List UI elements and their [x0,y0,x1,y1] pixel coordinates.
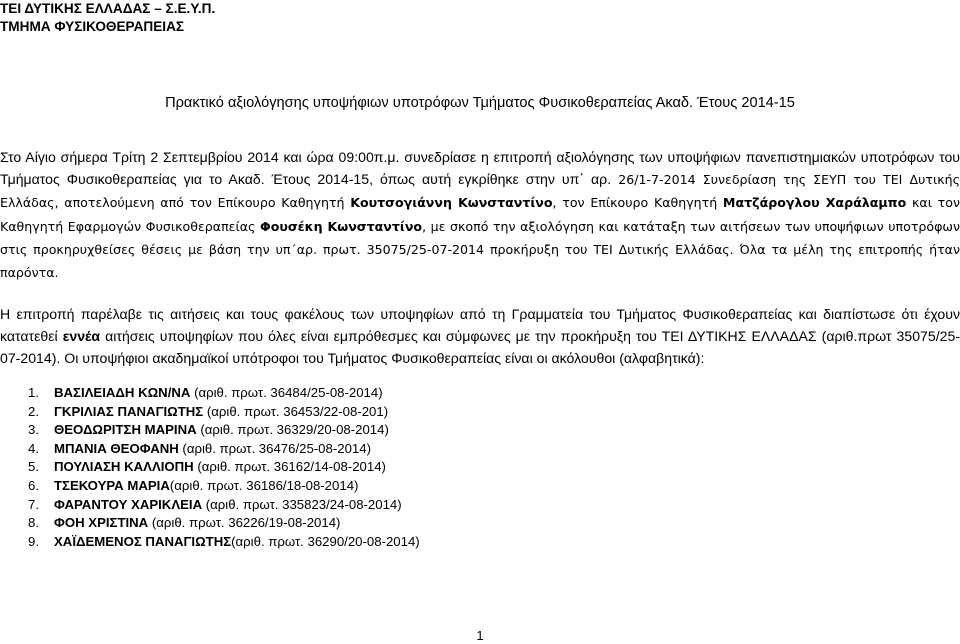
candidate-reference: (αριθ. πρωτ. 36484/25-08-2014) [190,385,383,400]
header-institution: ΤΕΙ ΔΥΤΙΚΗΣ ΕΛΛΑΔΑΣ – Σ.Ε.Υ.Π. [0,1,216,16]
list-item [28,421,420,440]
list-number: 8. [28,515,39,531]
paragraph-session-intro: Στο Αίγιο σήμερα Τρίτη 2 Σεπτεμβρίου 2014 και ώρα 09:00π.μ. συνεδρίασε η επιτροπή αξιολόγησης των υποψήφιων πανεπιστημιακών υποτρόφων του Τμήματος Φυσικοθεραπείας για το Ακαδ. Έτους 2014-15, όπως αυτή εγκρίθηκε στην υπ΄ αρ. [0,149,960,188]
candidate-reference: (αριθ. πρωτ. 36162/14-08-2014) [193,459,386,475]
list-item [28,533,420,552]
candidate-reference: (αριθ. πρωτ. 36476/25-08-2014) [178,440,371,456]
candidate-name: ΦΑΡΑΝΤΟΥ ΧΑΡΙΚΛΕΙΑ [54,496,203,512]
paragraph-applications [0,303,960,370]
paragraph-session-text-2: , τον Επίκουρο Καθηγητή [552,195,723,211]
candidate-name: ΜΠΑΝΙΑ ΘΕΟΦΑΝΗ [54,440,179,456]
candidate-name: ΧΑΪΔΕΜΕΝΟΣ ΠΑΝΑΓΙΩΤΗΣ [54,533,232,549]
list-number: 4. [28,440,39,456]
committee-member-2: Ματζάρογλου Χαράλαμπο [722,195,907,211]
candidate-name: ΘΕΟΔΩΡΙΤΣΗ ΜΑΡΙΝΑ [54,422,197,438]
list-item [28,496,420,515]
candidate-reference: (αριθ. πρωτ. 36186/18-08-2014) [169,477,359,493]
list-item [28,477,420,496]
candidate-reference: (αριθ. πρωτ. 36290/20-08-2014) [231,533,420,549]
header-department: ΤΜΗΜΑ ΦΥΣΙΚΟΘΕΡΑΠΕΙΑΣ [0,19,185,34]
paragraph-applications-text-2: αιτήσεις υποψηφίων που όλες είναι εμπρόθεσμες και σύμφωνες με την προκήρυξη του ΤΕΙ ΔΥΤΙΚΗΣ ΕΛΛΑΔΑΣ (αριθ.πρωτ 35075/25-07-2014). Οι υποψήφιοι ακαδημαϊκοί υπότροφοι του Τμήματος Φυσικοθεραπείας είναι οι ακόλουθοι (αλφαβητικά): [0,328,960,367]
paragraph-applications-text-1: Η επιτροπή παρέλαβε τις αιτήσεις και τους φακέλους των υποψηφίων από τη Γραμματεία του Τμήματος Φυσικοθεραπείας και διαπίστωσε ότι έχουν κατατεθεί [0,306,960,345]
page-number: 1 [476,628,484,643]
candidate-name: ΦΟΗ ΧΡΙΣΤΙΝΑ [54,515,149,531]
list-item [28,458,420,477]
committee-member-1: Κουτσογιάννη Κωνσταντίνο [350,195,553,211]
candidate-reference: (αριθ. πρωτ. 36453/22-08-201) [203,403,389,419]
list-number: 6. [28,477,39,493]
document-title: Πρακτικό αξιολόγησης υποψήφιων υποτρόφων Τμήματος Φυσικοθεραπείας Ακαδ. Έτους 2014-15 [165,95,795,111]
candidate-name: ΠΟΥΛΙΑΣΗ ΚΑΛΛΙΟΠΗ [54,459,194,475]
list-item [28,384,420,403]
committee-member-3: Φουσέκη Κωνσταντίνο [259,218,423,234]
candidate-list [28,384,420,551]
candidate-reference: (αριθ. πρωτ. 36329/20-08-2014) [196,422,389,438]
paragraph-session-text-4: , με σκοπό την αξιολόγηση και κατάταξη των αιτήσεων των υποψήφιων υποτρόφων στις προκηρυχθείσες θέσεις με βάση την υπ΄αρ. πρωτ. 35075/25-07-2014 προκήρυξη του ΤΕΙ Δυτικής Ελλάδας. Όλα τα μέλη της επιτροπής ήταν παρόντα. [0,218,960,281]
candidate-name: ΓΚΡΙΛΙΑΣ ΠΑΝΑΓΙΩΤΗΣ [54,403,204,419]
list-item [28,514,420,533]
paragraph-session [0,146,960,284]
list-item [28,403,420,422]
list-number: 2. [28,403,39,419]
list-number: 7. [28,496,39,512]
candidate-name: ΒΑΣΙΛΕΙΑΔΗ ΚΩΝ/ΝΑ [54,385,191,400]
list-number: 3. [28,422,39,438]
list-number: 5. [28,459,39,475]
paragraph-session-text-3: και τον Καθηγητή Εφαρμογών Φυσικοθεραπείας [0,195,960,234]
applications-count: εννέα [62,328,101,345]
list-number: 1. [28,385,39,400]
list-number: 9. [28,533,39,549]
list-item [28,440,420,459]
candidate-reference: (αριθ. πρωτ. 335823/24-08-2014) [202,496,402,512]
candidate-reference: (αριθ. πρωτ. 36226/19-08-2014) [148,515,341,531]
candidate-name: ΤΣΕΚΟΥΡΑ ΜΑΡΙΑ [54,477,170,493]
paragraph-session-text-1: 26/1-7-2014 Συνεδρίαση της ΣΕΥΠ του ΤΕΙ Δυτικής Ελλάδας, αποτελούμενη από τον Επίκουρο Καθηγητή [0,172,960,211]
